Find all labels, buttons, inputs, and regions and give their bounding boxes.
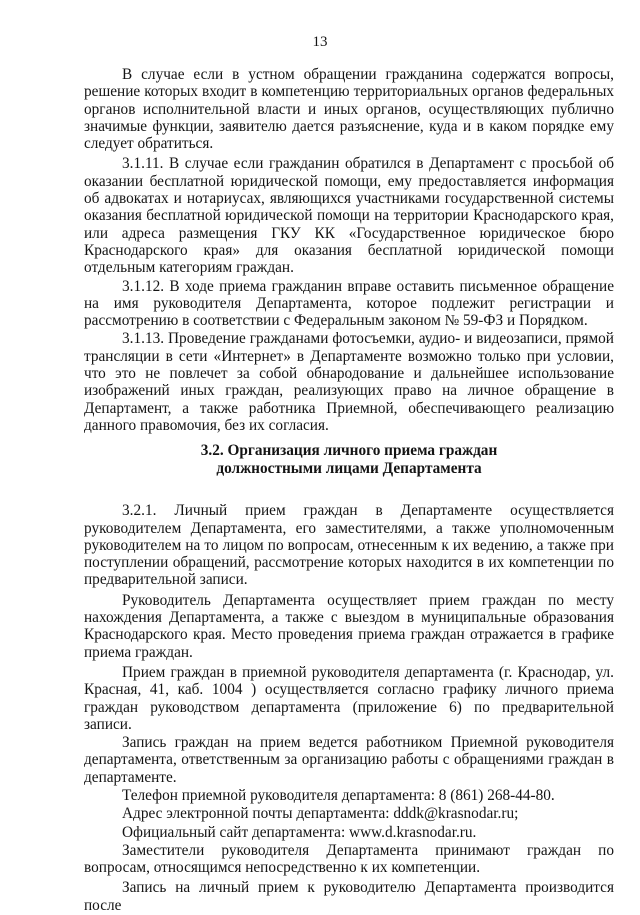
paragraph-3-2-1: 3.2.1. Личный прием граждан в Департаменте осуществляется руководителем Департамента, его заместителями, а также уполномоченным руководителем на то лицом по вопросам, отнесенным к их ведению, а также при поступлении обращений, рассмотрение которых находится в их компетенции по предварительной записи. bbox=[84, 502, 614, 589]
paragraph-3-1-11: 3.1.11. В случае если гражданин обратился в Департамент с просьбой об оказании бесплатной юридической помощи, ему предоставляется информация об адвокатах и нотариусах, являющихся участниками государственной системы оказания бесплатной юридической помощи на территории Краснодарского края, или адреса размещения ГКУ КК «Государственное юридическое бюро Краснодарского края» для оказания бесплатной юридической помощи отдельным категориям граждан. bbox=[84, 155, 614, 277]
section-heading-line-2: должностными лицами Департамента bbox=[216, 460, 482, 478]
page-number: 13 bbox=[312, 34, 328, 50]
paragraph-3-1-13: 3.1.13. Проведение гражданами фотосъемки, аудио- и видеозаписи, прямой трансляции в сети «Интернет» в Департаменте возможно только при условии, что это не повлечет за собой обнародование и дальнейшее использование изображений иных граждан, реализующих право на личное обращение в Департамент, а также работника Приемной, обеспечивающего реализацию данного правомочия, без их согласия. bbox=[84, 330, 614, 434]
paragraph-phone: Телефон приемной руководителя департамента: 8 (861) 268-44-80. bbox=[122, 786, 555, 804]
section-heading-line-1: 3.2. Организация личного приема граждан bbox=[200, 442, 498, 460]
paragraph-head-reception-place: Руководитель Департамента осуществляет прием граждан по месту нахождения Департамента, а также с выездом в муниципальные образования Краснодарского края. Место проведения приема граждан отражается в графике приема граждан. bbox=[84, 591, 614, 661]
paragraph-reception-office: Прием граждан в приемной руководителя департамента (г. Краснодар, ул. Красная, 41, каб. 1004 ) осуществляется согласно графику личного приема граждан руководством департамента (приложение 6) по предварительной записи. bbox=[84, 663, 614, 733]
paragraph-deputies: Заместители руководителя Департамента принимают граждан по вопросам, относящимся непосредственно к их компетенции. bbox=[84, 841, 614, 877]
paragraph-oral-appeal-jurisdiction: В случае если в устном обращении гражданина содержатся вопросы, решение которых входит в компетенцию территориальных органов федеральных органов исполнительной власти и иных органов, осуществляющих публично значимые функции, заявителю дается разъяснение, куда и в каком порядке ему следует обратиться. bbox=[84, 66, 614, 153]
paragraph-appointment-booking: Запись граждан на прием ведется работником Приемной руководителя департамента, ответственным за организацию работы с обращениями граждан в департаменте. bbox=[84, 734, 614, 786]
section-heading-3-2 bbox=[84, 442, 614, 478]
paragraph-email: Адрес электронной почты департамента: dddk@krasnodar.ru; bbox=[122, 805, 519, 823]
paragraph-head-appointment: Запись на личный прием к руководителю Департамента производится после bbox=[84, 879, 614, 914]
document-body bbox=[84, 66, 614, 915]
paragraph-3-1-12: 3.1.12. В ходе приема гражданин вправе оставить письменное обращение на имя руководителя Департамента, которое подлежит регистрации и рассмотрению в соответствии с Федеральным законом № 59-ФЗ и Порядком. bbox=[84, 277, 614, 330]
paragraph-website: Официальный сайт департамента: www.d.krasnodar.ru. bbox=[122, 823, 477, 841]
